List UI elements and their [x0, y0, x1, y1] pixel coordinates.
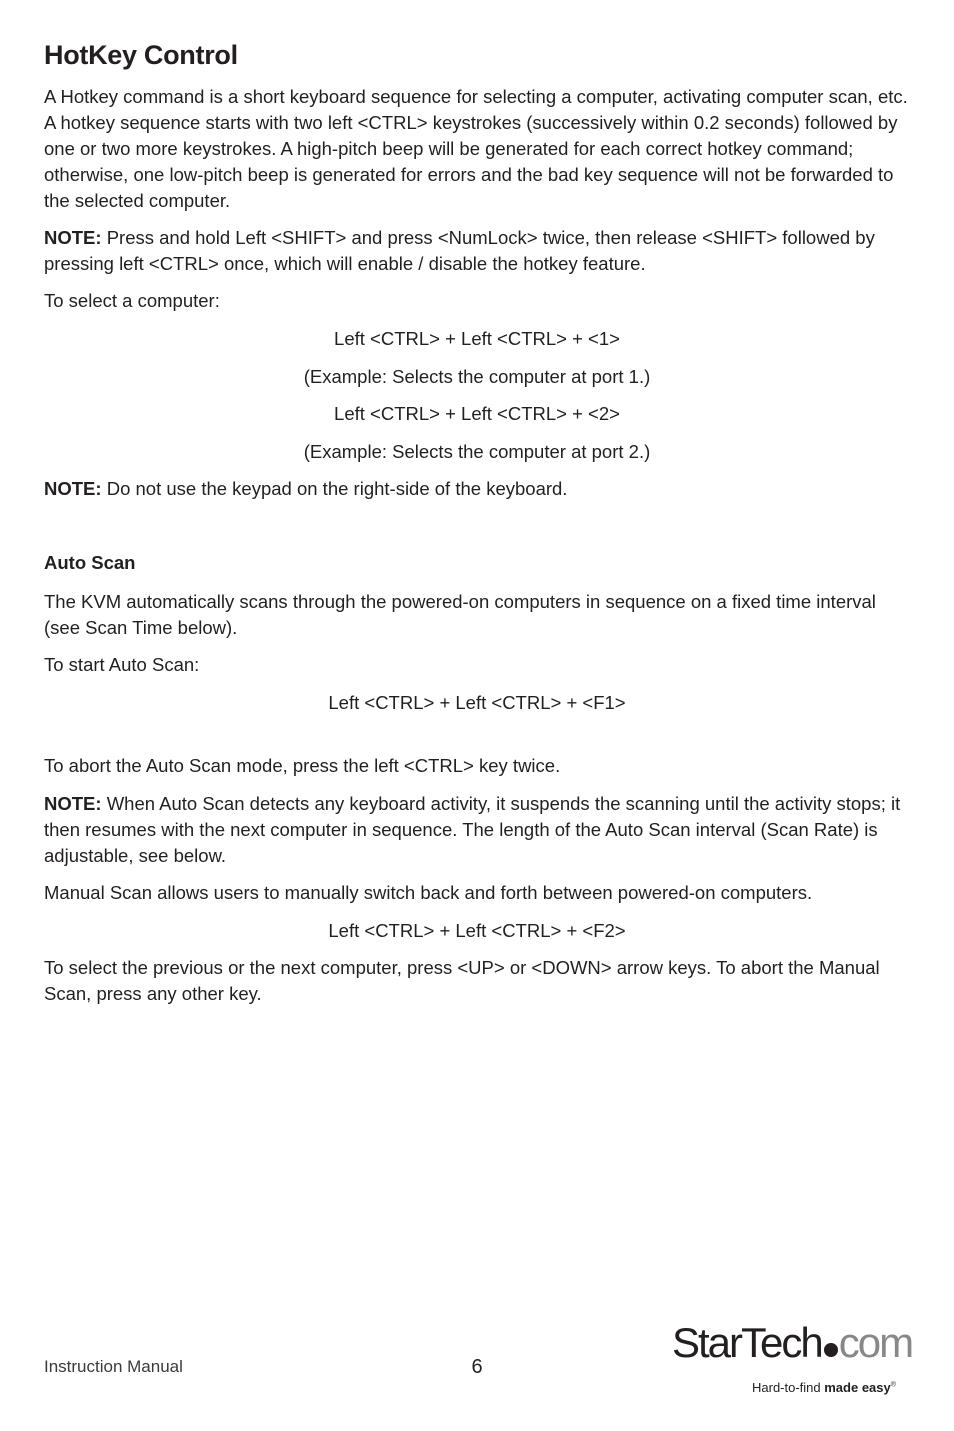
auto-scan-start-intro: To start Auto Scan:	[44, 654, 200, 675]
logo-wordmark-domain: com	[838, 1319, 913, 1366]
command-manual-scan: Left <CTRL> + Left <CTRL> + <F2>	[328, 920, 626, 941]
note-label: NOTE:	[44, 793, 102, 814]
registered-mark: ®	[890, 1381, 896, 1389]
note-text: Press and hold Left <SHIFT> and press <NumLock> twice, then release <SHIFT> followed by pressing left <CTRL> once, which will enable / disable the hotkey feature.	[44, 227, 875, 274]
note-label: NOTE:	[44, 227, 102, 248]
note-keypad	[44, 476, 916, 502]
tagline-bold: made easy	[824, 1380, 891, 1395]
logo-wordmark	[672, 1319, 913, 1366]
auto-scan-abort: To abort the Auto Scan mode, press the left <CTRL> key twice.	[44, 755, 561, 776]
note-auto-scan	[44, 791, 916, 869]
footer-label: Instruction Manual	[44, 1357, 183, 1376]
note-text: When Auto Scan detects any keyboard activity, it suspends the scanning until the activity stops; it then resumes with the next computer in sequence. The length of the Auto Scan interval (Scan Rate) is adjustable, see below.	[44, 793, 901, 866]
manual-scan-description: Manual Scan allows users to manually switch back and forth between powered-on computers.	[44, 882, 813, 903]
logo-dot-icon	[824, 1343, 838, 1357]
select-computer-intro: To select a computer:	[44, 290, 220, 311]
page-title: HotKey Control	[44, 40, 238, 70]
note-text: Do not use the keypad on the right-side of the keyboard.	[101, 478, 568, 499]
note-hotkey-toggle	[44, 225, 916, 277]
tagline-regular: Hard-to-find	[752, 1380, 825, 1395]
command-select-port1: Left <CTRL> + Left <CTRL> + <1>	[334, 328, 620, 349]
auto-scan-heading: Auto Scan	[44, 552, 136, 573]
auto-scan-description: The KVM automatically scans through the powered-on computers in sequence on a fixed time interval (see Scan Time below).	[44, 591, 876, 638]
command-auto-scan: Left <CTRL> + Left <CTRL> + <F1>	[328, 692, 626, 713]
startech-logo	[672, 1319, 922, 1402]
manual-scan-instructions: To select the previous or the next computer, press <UP> or <DOWN> arrow keys. To abort the Manual Scan, press any other key.	[44, 957, 880, 1004]
logo-wordmark-main: StarTech	[672, 1319, 822, 1366]
example-port2: (Example: Selects the computer at port 2.)	[303, 441, 651, 462]
intro-paragraph: A Hotkey command is a short keyboard sequence for selecting a computer, activating computer scan, etc. A hotkey sequence starts with two left <CTRL> keystrokes (successively within 0.2 seconds) followed by one or two more keystrokes. A high-pitch beep will be generated for each correct hotkey command; otherwise, one low-pitch beep is generated for errors and the bad key sequence will not be forwarded to the selected computer.	[44, 86, 908, 211]
page-number: 6	[471, 1356, 483, 1378]
logo-tagline	[752, 1380, 896, 1395]
note-label: NOTE:	[44, 478, 102, 499]
example-port1: (Example: Selects the computer at port 1.)	[303, 366, 651, 387]
command-select-port2: Left <CTRL> + Left <CTRL> + <2>	[334, 403, 620, 424]
